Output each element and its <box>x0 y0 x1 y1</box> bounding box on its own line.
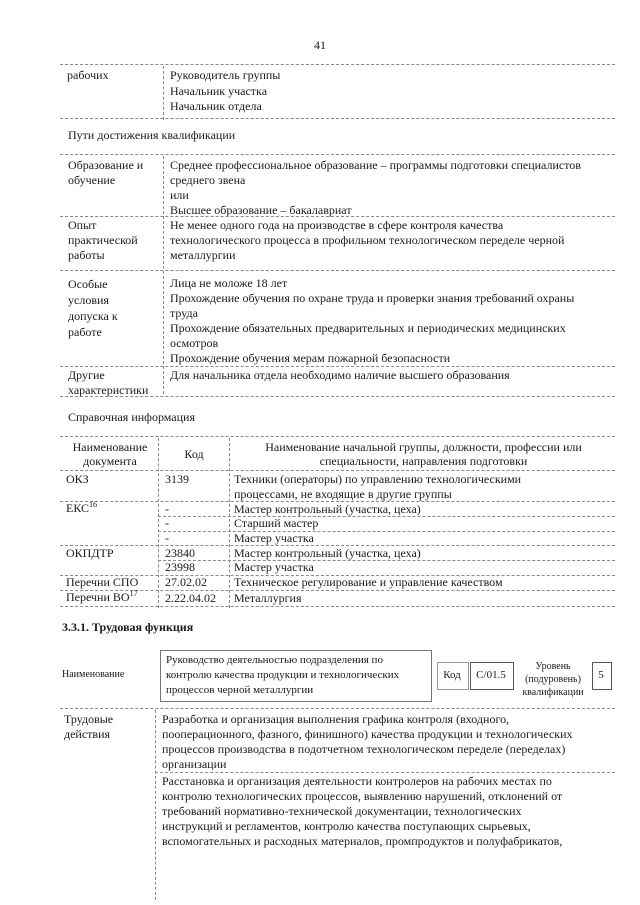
table-cell: ОКЗ <box>66 472 89 486</box>
table-cell: Мастер участка <box>234 560 314 574</box>
divider <box>60 470 615 471</box>
divider <box>60 64 615 65</box>
table-cell: - <box>165 502 169 516</box>
row-content: Лица не моложе 18 лет Прохождение обучения по охране труда и проверки знания требований охраны труда Прохождение обязательных предварительных и периодических медицинских осмотров Прохождение обучения мерам пожарной безопасности <box>170 276 575 365</box>
row-content: Не менее одного года на производстве в сфере контроля качества технологического процесса в профильном технологическом переделе черной металлургии <box>170 218 565 262</box>
divider <box>163 156 164 394</box>
divider <box>60 396 615 397</box>
divider <box>60 154 615 155</box>
table-cell: Техники (операторы) по управлению технологическими процессами, не входящие в другие группы <box>234 472 522 501</box>
row-content: Для начальника отдела необходимо наличие высшего образования <box>170 368 510 382</box>
divider <box>60 436 615 437</box>
labor-action-paragraph: Расстановка и организация деятельности контролеров на рабочих местах по контролю технологических процессов, выявлению нарушений, отклонений от требований нормативно-технической документации, технологических инструкций и регламентов, контролю качества поступающих сырьевых, вспомогательных и расходных материалов, промпродуктов и полуфабрикатов, <box>162 774 563 848</box>
column-header: Наименование начальной группы, должности, профессии или специальности, направления подготовки <box>265 440 582 468</box>
column-header: Код <box>184 447 204 461</box>
column-header: Наименование документа <box>72 440 148 468</box>
table-cell: 23998 <box>165 560 195 574</box>
table-cell: ОКПДТР <box>66 546 114 560</box>
divider <box>60 606 615 607</box>
section-heading: Пути достижения квалификации <box>68 128 236 142</box>
level-label: Уровень (подуровень) квалификации <box>522 661 584 698</box>
table-cell: 27.02.02 <box>165 575 207 589</box>
divider <box>229 438 230 608</box>
table-cell: 23840 <box>165 546 195 560</box>
function-name: Руководство деятельностью подразделения по контролю качества продукции и технологических процессов черной металлургии <box>166 654 400 696</box>
row-label: Образование и обучение <box>68 158 144 187</box>
divider <box>60 118 615 119</box>
row-label: Другие характеристики <box>68 368 149 397</box>
position-line: Руководитель группы <box>170 68 281 82</box>
divider <box>60 590 615 591</box>
divider <box>60 270 615 271</box>
section-heading: Справочная информация <box>68 410 195 424</box>
divider <box>60 708 615 709</box>
table-cell: Мастер участка <box>234 531 314 545</box>
table-cell: - <box>165 531 169 545</box>
divider <box>60 216 615 217</box>
table-cell: 2.22.04.02 <box>165 591 216 605</box>
divider <box>155 772 615 773</box>
divider <box>163 66 164 120</box>
divider <box>155 710 156 900</box>
code-label: Код <box>443 669 461 681</box>
table-cell: Техническое регулирование и управление качеством <box>234 575 503 589</box>
function-heading: 3.3.1. Трудовая функция <box>62 620 194 634</box>
table-cell: - <box>165 516 169 530</box>
table-cell: Перечни ВО$^{17}$ <box>66 589 138 604</box>
position-line: Начальник отдела <box>170 99 262 113</box>
code-value: С/01.5 <box>476 669 506 681</box>
row-label: Опыт практической работы <box>68 218 138 262</box>
divider <box>158 516 615 517</box>
level-value: 5 <box>598 669 604 681</box>
table-cell: Мастер контрольный (участка, цеха) <box>234 502 421 516</box>
position-line: Начальник участка <box>170 84 268 98</box>
table-cell: Металлургия <box>234 591 302 605</box>
table-cell: ЕКС$^{16}$ <box>66 500 98 515</box>
divider <box>158 531 615 532</box>
table-cell: Мастер контрольный (участка, цеха) <box>234 546 421 560</box>
table-cell: Старший мастер <box>234 516 319 530</box>
labor-action-paragraph: Разработка и организация выполнения графика контроля (входного, пооперационного, фазного, финишного) качества продукции и технологических процессов производства в подотчетном технологическом переделе (переделах) организации <box>162 712 573 771</box>
divider <box>158 438 159 608</box>
divider <box>60 366 615 367</box>
divider <box>158 560 615 561</box>
page-number: 41 <box>314 38 326 52</box>
table-cell: 3139 <box>165 472 189 486</box>
row-label: рабочих <box>67 68 109 82</box>
row-content: Среднее профессиональное образование – программы подготовки специалистов среднего звена или Высшее образование – бакалавриат <box>170 158 581 217</box>
row-label: Трудовые действия <box>64 712 114 741</box>
table-cell: Перечни СПО <box>66 575 139 589</box>
name-label: Наименование <box>62 669 125 680</box>
row-label: Особые условия допуска к работе <box>68 277 118 339</box>
